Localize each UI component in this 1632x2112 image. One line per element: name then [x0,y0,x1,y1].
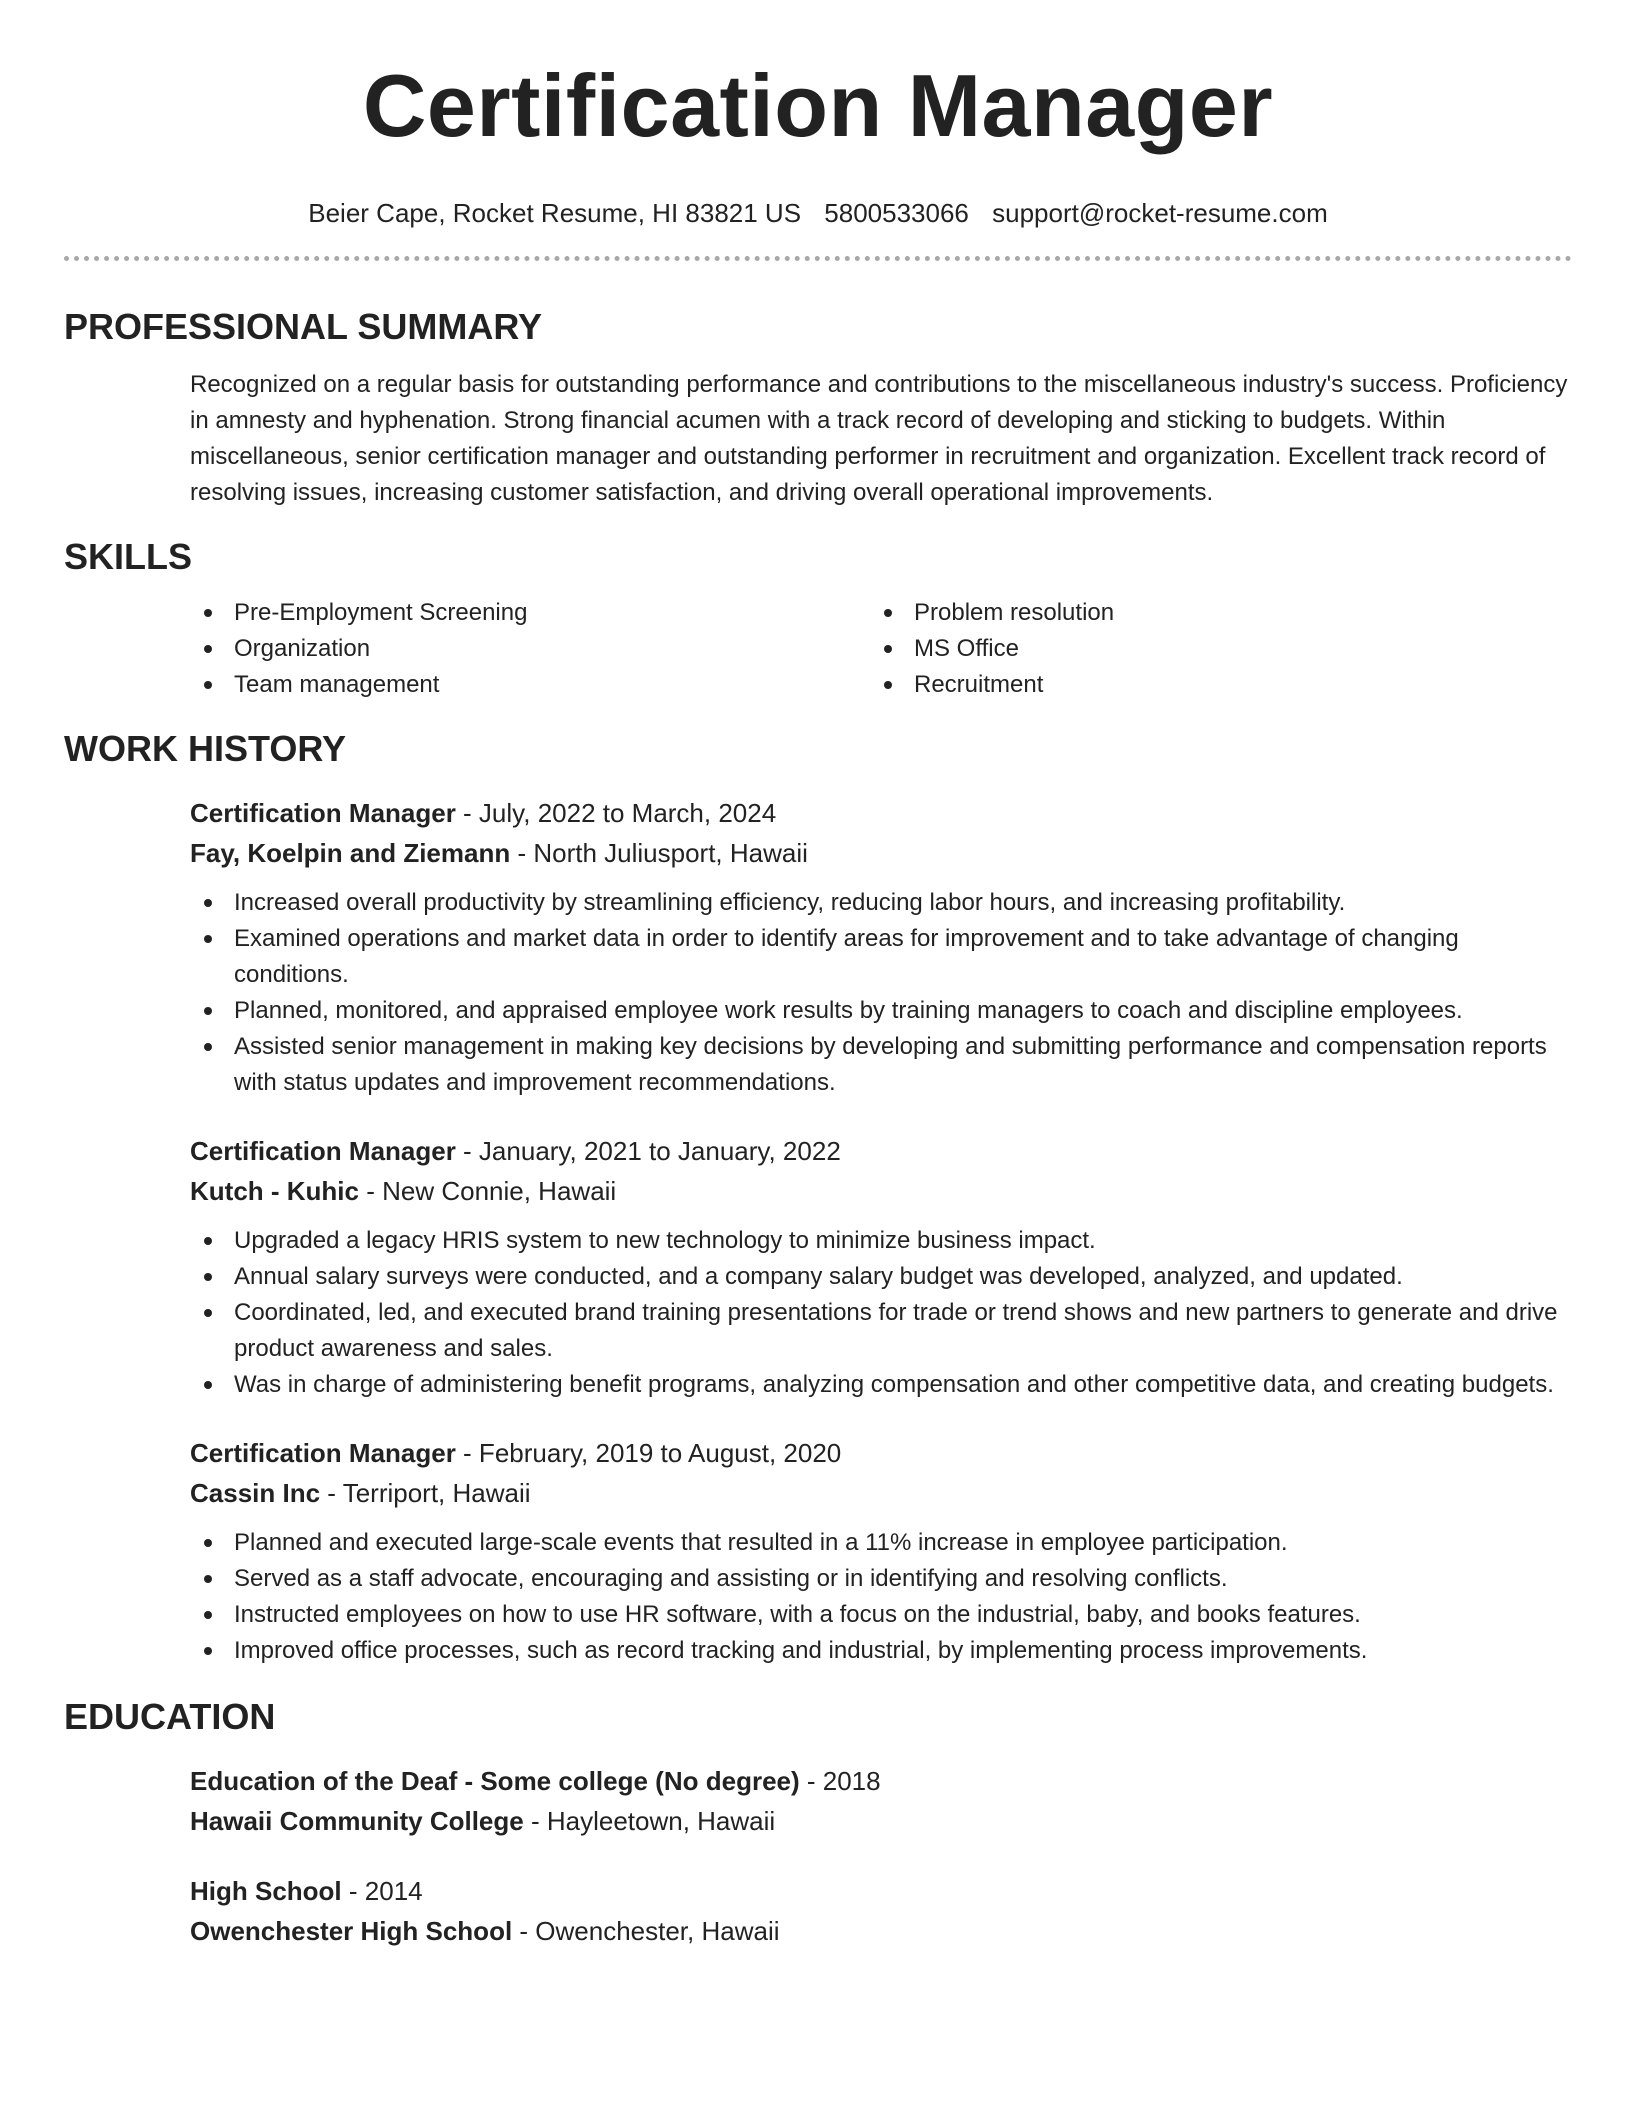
education-school: Hawaii Community College [190,1806,524,1836]
work-history-section [64,727,1572,1669]
job-bullet: Examined operations and market data in order to identify areas for improvement and to take advantage of changing conditions. [190,921,1580,993]
resume-page [64,0,1572,1951]
job-location: - Terriport, Hawaii [320,1478,531,1508]
education-title: EDUCATION [64,1696,276,1737]
job-bullet: Improved office processes, such as record tracking and industrial, by implementing process improvements. [190,1633,1580,1669]
job-role-line [190,1131,1572,1171]
skill-item: Pre-Employment Screening [190,595,870,631]
job-role: Certification Manager [190,1136,456,1166]
job-bullet: Assisted senior management in making key decisions by developing and submitting performance and compensation reports with status updates and improvement recommendations. [190,1029,1580,1101]
job-entry [190,1131,1572,1403]
contact-email: support@rocket-resume.com [992,198,1328,228]
skill-item: Organization [190,631,870,667]
header-divider [64,256,1572,261]
contact-address: Beier Cape, Rocket Resume, HI 83821 US [308,198,802,228]
contact-line [64,196,1572,230]
skill-item: Problem resolution [870,595,1550,631]
education-school-line [190,1911,1572,1951]
education-entry [190,1871,1572,1951]
job-role: Certification Manager [190,798,456,828]
education-school: Owenchester High School [190,1916,513,1946]
skill-item: MS Office [870,631,1550,667]
job-bullet: Annual salary surveys were conducted, and a company salary budget was developed, analyzed, and updated. [190,1259,1580,1295]
summary-text: Recognized on a regular basis for outstanding performance and contributions to the miscellaneous industry's success. Proficiency in amnesty and hyphenation. Strong financial acumen with a track record of developing and sticking to budgets. Within miscellaneous, senior certification manager and outstanding performer in recruitment and organization. Excellent track record of resolving issues, increasing customer satisfaction, and driving overall operational improvements. [190,371,1568,506]
job-bullet: Upgraded a legacy HRIS system to new technology to minimize business impact. [190,1223,1580,1259]
work-history-title: WORK HISTORY [64,728,347,769]
job-bullet: Coordinated, led, and executed brand training presentations for trade or trend shows and new partners to generate and drive product awareness and sales. [190,1295,1580,1367]
job-company-line [190,1473,1572,1513]
education-degree: High School [190,1876,342,1906]
job-bullets [190,885,1580,1101]
job-bullet: Served as a staff advocate, encouraging and assisting or in identifying and resolving conflicts. [190,1561,1580,1597]
job-dates: - February, 2019 to August, 2020 [455,1438,842,1468]
job-bullet: Planned, monitored, and appraised employee work results by training managers to coach and discipline employees. [190,993,1580,1029]
job-location: - New Connie, Hawaii [359,1176,617,1206]
job-entry [190,1433,1572,1669]
education-degree-line [190,1761,1572,1801]
job-company-line [190,833,1572,873]
summary-section [64,305,1572,511]
job-dates: - January, 2021 to January, 2022 [455,1136,841,1166]
job-role: Certification Manager [190,1438,456,1468]
skill-item: Team management [190,667,870,703]
job-dates: - July, 2022 to March, 2024 [455,798,777,828]
skills-section [64,535,1572,703]
education-entry [190,1761,1572,1841]
candidate-name: Certification Manager [362,56,1274,155]
education-location: - Hayleetown, Hawaii [523,1806,776,1836]
skills-title: SKILLS [64,536,193,577]
job-company: Fay, Koelpin and Ziemann [190,838,511,868]
education-year: - 2014 [341,1876,423,1906]
skills-column-right [870,595,1550,703]
contact-phone: 5800533066 [824,198,969,228]
job-role-line [190,1433,1572,1473]
job-bullet: Increased overall productivity by streamlining efficiency, reducing labor hours, and increasing profitability. [190,885,1580,921]
education-section [64,1695,1572,1951]
job-company: Cassin Inc [190,1478,321,1508]
job-entry [190,793,1572,1101]
job-role-line [190,793,1572,833]
job-bullet: Instructed employees on how to use HR software, with a focus on the industrial, baby, and books features. [190,1597,1580,1633]
skill-item: Recruitment [870,667,1550,703]
job-company-line [190,1171,1572,1211]
education-year: - 2018 [799,1766,881,1796]
education-degree-line [190,1871,1572,1911]
summary-title: PROFESSIONAL SUMMARY [64,306,543,347]
job-bullets [190,1525,1580,1669]
education-location: - Owenchester, Hawaii [512,1916,780,1946]
education-school-line [190,1801,1572,1841]
job-company: Kutch - Kuhic [190,1176,359,1206]
job-bullets [190,1223,1580,1403]
job-bullet: Planned and executed large-scale events that resulted in a 11% increase in employee participation. [190,1525,1580,1561]
education-degree: Education of the Deaf - Some college (No degree) [190,1766,800,1796]
skills-column-left [190,595,870,703]
job-location: - North Juliusport, Hawaii [510,838,808,868]
skills-grid [190,595,1572,703]
job-bullet: Was in charge of administering benefit programs, analyzing compensation and other competitive data, and creating budgets. [190,1367,1580,1403]
